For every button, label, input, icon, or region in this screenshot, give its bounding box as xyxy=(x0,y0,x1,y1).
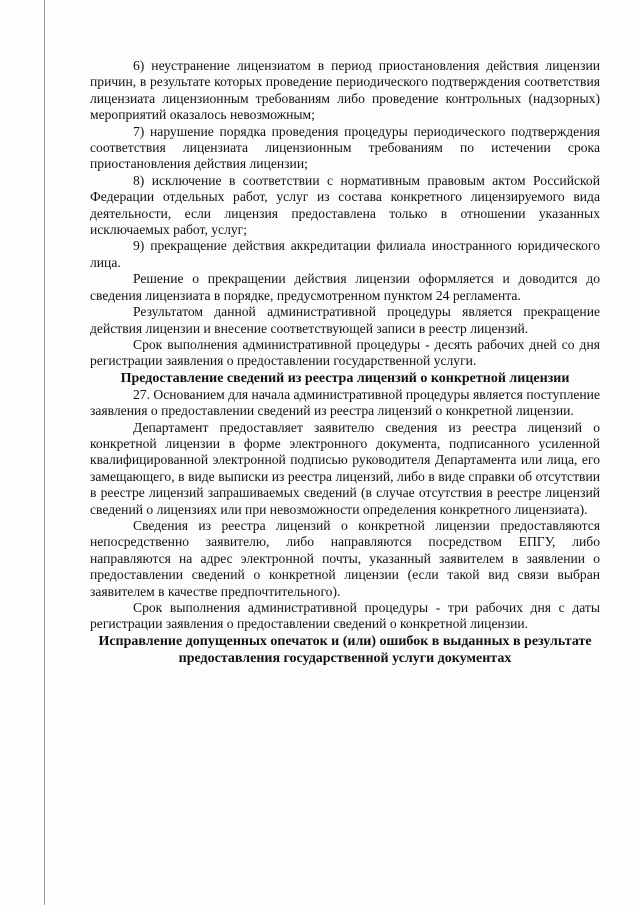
section-heading-corrections: Исправление допущенных опечаток и (или) ошибок в выданных в результате предоставления государственной услуги документах xyxy=(98,633,592,666)
department-provides-paragraph: Департамент предоставляет заявителю сведения из реестра лицензий о конкретной лицензии в форме электронного документа, подписанного усиленной квалифицированной электронной подписью руководителя Департамента или лица, его замещающего, в виде выписки из реестра лицензий, либо в виде справки об отсутствии в реестре лицензий запрашиваемых сведений (в случае отсутствия в реестре лицензий сведений о лицензиях или при невозможности определения конкретного лицензиата). xyxy=(90,419,600,517)
binding-margin-line xyxy=(44,0,45,905)
item-9: 9) прекращение действия аккредитации филиала иностранного юридического лица. xyxy=(90,238,600,270)
clause-27-paragraph: 27. Основанием для начала административной процедуры является поступление заявления о предоставлении сведений из реестра лицензий о конкретной лицензии. xyxy=(90,386,600,419)
item-7: 7) нарушение порядка проведения процедуры периодического подтверждения соответствия лицензиата лицензионным требованиям по истечении срока приостановления действия лицензии; xyxy=(90,123,600,172)
item-6: 6) неустранение лицензиатом в период приостановления действия лицензии причин, в результате которых проведение периодического подтверждения соответствия лицензиата лицензионным требованиям либо проведение контрольных (надзорных) мероприятий оказалось невозможным; xyxy=(90,58,600,123)
registry-deadline-paragraph: Срок выполнения административной процедуры - три рабочих дня с даты регистрации заявления о предоставлении сведений о конкретной лицензии. xyxy=(90,600,600,632)
section-heading-registry-info: Предоставление сведений из реестра лицензий о конкретной лицензии xyxy=(120,370,570,386)
item-8: 8) исключение в соответствии с нормативным правовым актом Российской Федерации отдельных работ, услуг из состава конкретного лицензируемого вида деятельности, если лицензия предоставлена только в отношении указанных исключаемых работ, услуг; xyxy=(90,172,600,238)
termination-decision-paragraph: Решение о прекращении действия лицензии оформляется и доводится до сведения лицензиата в порядке, предусмотренном пунктом 24 регламента. xyxy=(90,271,600,303)
procedure-result-paragraph: Результатом данной административной процедуры является прекращение действия лицензии и внесение соответствующей записи в реестр лицензий. xyxy=(90,304,600,336)
procedure-deadline-paragraph: Срок выполнения административной процедуры - десять рабочих дней со дня регистрации заявления о предоставлении государственной услуги. xyxy=(90,336,600,369)
delivery-paragraph: Сведения из реестра лицензий о конкретной лицензии предоставляются непосредственно заявителю, либо направляются посредством ЕПГУ, либо направляются на адрес электронной почты, указанный заявителем в заявлении о предоставлении сведений о конкретной лицензии (если такой вид связи выбран заявителем в качестве предпочтительного). xyxy=(90,517,600,599)
document-body xyxy=(90,58,600,667)
